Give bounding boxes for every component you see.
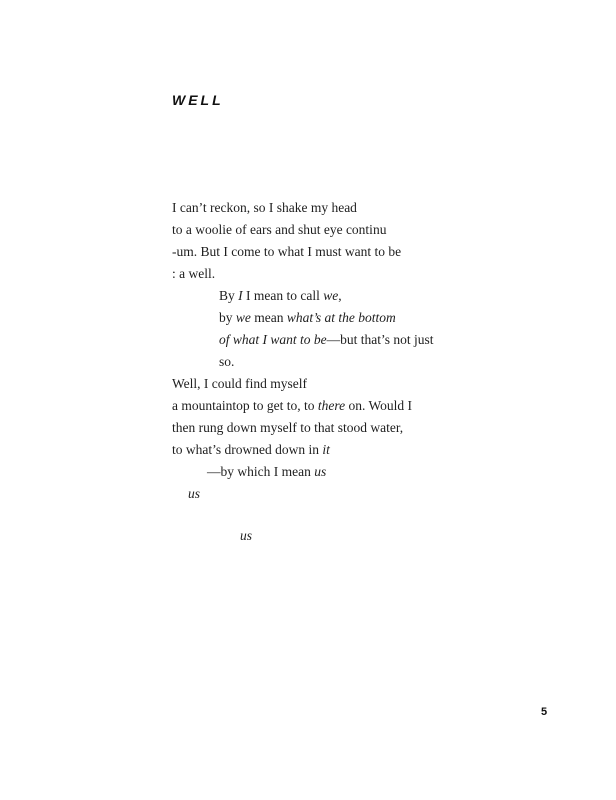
italic-segment: I	[238, 288, 243, 303]
poem-line	[172, 266, 215, 282]
text-segment: by	[219, 310, 236, 325]
text-segment: I mean to call	[242, 288, 324, 303]
text-segment: mean	[250, 310, 287, 325]
italic-segment: what’s at the bottom	[286, 310, 396, 325]
poem-line	[240, 528, 252, 544]
italic-segment: us	[314, 464, 327, 479]
italic-segment: of what I want to be	[219, 332, 327, 347]
text-segment: —by which I mean	[207, 464, 315, 479]
text-segment: : a well.	[172, 266, 216, 281]
text-segment: —but that’s not just	[326, 332, 434, 347]
poem-line	[172, 244, 401, 260]
text-segment: to a woolie of ears and shut eye continu	[172, 222, 387, 237]
poem-line	[219, 354, 234, 370]
text-segment: -um. But I come to what I must want to be	[172, 244, 402, 259]
text-segment: a mountaintop to get to, to	[172, 398, 318, 413]
text-segment: to what’s drowned down in	[172, 442, 323, 457]
poem-line	[219, 332, 434, 348]
italic-segment: we	[235, 310, 251, 325]
text-segment: then rung down myself to that stood water,	[172, 420, 404, 435]
text-segment: on. Would I	[345, 398, 413, 413]
italic-segment: there	[317, 398, 346, 413]
poem-line	[219, 310, 396, 326]
poem-line	[172, 398, 412, 414]
text-segment: I can’t reckon, so I shake my head	[172, 200, 357, 215]
poem-line	[219, 288, 342, 304]
poem-line	[188, 486, 200, 502]
poem-line	[172, 200, 357, 216]
text-segment: By	[219, 288, 239, 303]
text-segment: ,	[338, 288, 342, 303]
poem-line	[172, 420, 403, 436]
italic-segment: we	[323, 288, 339, 303]
poem-line	[172, 376, 307, 392]
italic-segment: us	[188, 486, 201, 501]
poem-title: WELL	[172, 92, 224, 108]
italic-segment: us	[240, 528, 253, 543]
poem-line	[172, 222, 386, 238]
text-segment: Well, I could find myself	[172, 376, 308, 391]
poem-line	[207, 464, 326, 480]
text-segment: so.	[219, 354, 235, 369]
poem-line	[172, 442, 330, 458]
italic-segment: it	[322, 442, 330, 457]
page-number: 5	[541, 706, 548, 718]
